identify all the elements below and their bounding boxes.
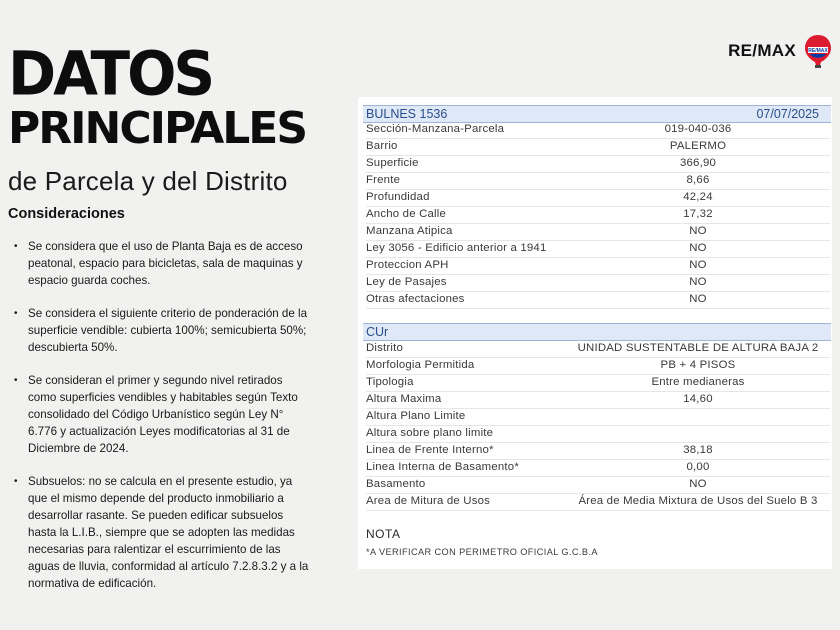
bullet-icon: • [14, 476, 18, 487]
row-value: 38,18 [683, 444, 713, 456]
row-value: 14,60 [683, 393, 713, 405]
cur-header [363, 323, 831, 341]
table-row [366, 258, 830, 275]
row-label: Ley de Pasajes [366, 276, 447, 288]
row-value: NO [689, 276, 707, 288]
row-label: Frente [366, 174, 401, 186]
row-value: 0,00 [686, 461, 710, 473]
row-value: NO [689, 259, 707, 271]
table-row [366, 122, 830, 139]
nota-text: *A VERIFICAR CON PERIMETRO OFICIAL G.C.B.A [366, 547, 598, 557]
list-item-text: Subsuelos: no se calcula en el presente estudio, ya que el mismo depende del producto inmobiliario a desarrollar rasante. Se pueden edificar subsuelos hasta la L.I.B., siempre que se adopten las medidas necesarias para ralentizar el escurrimiento de las aguas de lluvia, conformidad al artículo 7.2.8.3.2 y a la normativa de edificación. [28, 475, 309, 590]
parcel-address: BULNES 1536 [366, 107, 448, 121]
table-row [366, 275, 830, 292]
table-row [366, 426, 830, 443]
row-value: NO [689, 225, 707, 237]
row-value: NO [689, 242, 707, 254]
data-panel [358, 97, 832, 569]
row-label: Morfologia Permitida [366, 359, 475, 371]
row-label: Altura Maxima [366, 393, 442, 405]
row-value: PALERMO [669, 140, 727, 152]
row-label: Sección-Manzana-Parcela [366, 123, 505, 135]
row-value: 42,24 [683, 191, 713, 203]
row-label: Ley 3056 - Edificio anterior a 1941 [366, 242, 547, 254]
row-value: UNIDAD SUSTENTABLE DE ALTURA BAJA 2 [577, 342, 819, 354]
row-value: 366,90 [679, 157, 717, 169]
row-label: Tipologia [366, 376, 414, 388]
page-title-line2: PRINCIPALES [8, 103, 307, 154]
row-label: Barrio [366, 140, 398, 152]
list-item [12, 305, 312, 356]
list-item [12, 238, 312, 289]
row-value: PB + 4 PISOS [660, 359, 736, 371]
row-value: Área de Media Mixtura de Usos del Suelo B 3 [578, 495, 818, 507]
table-row [366, 173, 830, 190]
row-value: NO [689, 478, 707, 490]
row-label: Linea de Frente Interno* [366, 444, 494, 456]
page-title-line1: DATOS [8, 37, 213, 110]
table-row [366, 207, 830, 224]
page-subtitle: de Parcela y del Distrito [8, 166, 288, 196]
table-row [366, 375, 830, 392]
brand-logo [728, 34, 832, 68]
row-label: Linea Interna de Basamento* [366, 461, 519, 473]
table-row [366, 443, 830, 460]
list-item [12, 473, 312, 592]
row-label: Basamento [366, 478, 426, 490]
row-label: Otras afectaciones [366, 293, 465, 305]
list-item [12, 372, 312, 457]
row-label: Distrito [366, 342, 404, 354]
table-row [366, 241, 830, 258]
row-label: Proteccion APH [366, 259, 449, 271]
row-value: Entre medianeras [651, 376, 745, 388]
table-row [366, 392, 830, 409]
row-label: Altura sobre plano limite [366, 427, 494, 439]
row-label: Ancho de Calle [366, 208, 447, 220]
table-row [366, 190, 830, 207]
considerations-heading: Consideraciones [8, 206, 125, 222]
row-value: NO [689, 293, 707, 305]
table-row [366, 156, 830, 173]
bullet-icon: • [14, 241, 18, 252]
list-item-text: Se consideran el primer y segundo nivel retirados como superficies vendibles y habitables según Texto consolidado del Código Urbanístico según Ley N° 6.776 y actualización Leyes modificatorias al 31 de Diciembre de 2024. [28, 374, 298, 455]
considerations-list [12, 238, 312, 608]
table-row [366, 224, 830, 241]
row-value: 019-040-036 [664, 123, 732, 135]
row-value: 17,32 [683, 208, 713, 220]
list-item-text: Se considera que el uso de Planta Baja es de acceso peatonal, espacio para bicicletas, sala de maquinas y espacio guarda coches. [28, 240, 303, 287]
parcel-header [363, 105, 831, 123]
row-value: 8,66 [686, 174, 710, 186]
cur-title: CUr [366, 325, 389, 339]
row-label: Profundidad [366, 191, 430, 203]
brand-name: RE/MAX [728, 41, 796, 60]
table-row [366, 139, 830, 156]
bullet-icon: • [14, 308, 18, 319]
svg-text:RE/MAX: RE/MAX [808, 48, 828, 54]
remax-balloon-icon [804, 34, 832, 68]
bullet-icon: • [14, 375, 18, 386]
table-row [366, 409, 830, 426]
table-row [366, 477, 830, 494]
list-item-text: Se considera el siguiente criterio de ponderación de la superficie vendible: cubierta 100%; semicubierta 50%; descubierta 50%. [28, 307, 308, 354]
row-label: Superficie [366, 157, 419, 169]
table-row [366, 358, 830, 375]
table-row [366, 460, 830, 477]
row-label: Altura Plano Limite [366, 410, 466, 422]
nota-title: NOTA [366, 527, 401, 541]
table-row [366, 341, 830, 358]
row-label: Area de Mitura de Usos [366, 495, 491, 507]
row-label: Manzana Atipica [366, 225, 453, 237]
parcel-date: 07/07/2025 [756, 107, 819, 121]
table-row [366, 292, 830, 309]
table-row [366, 494, 830, 511]
